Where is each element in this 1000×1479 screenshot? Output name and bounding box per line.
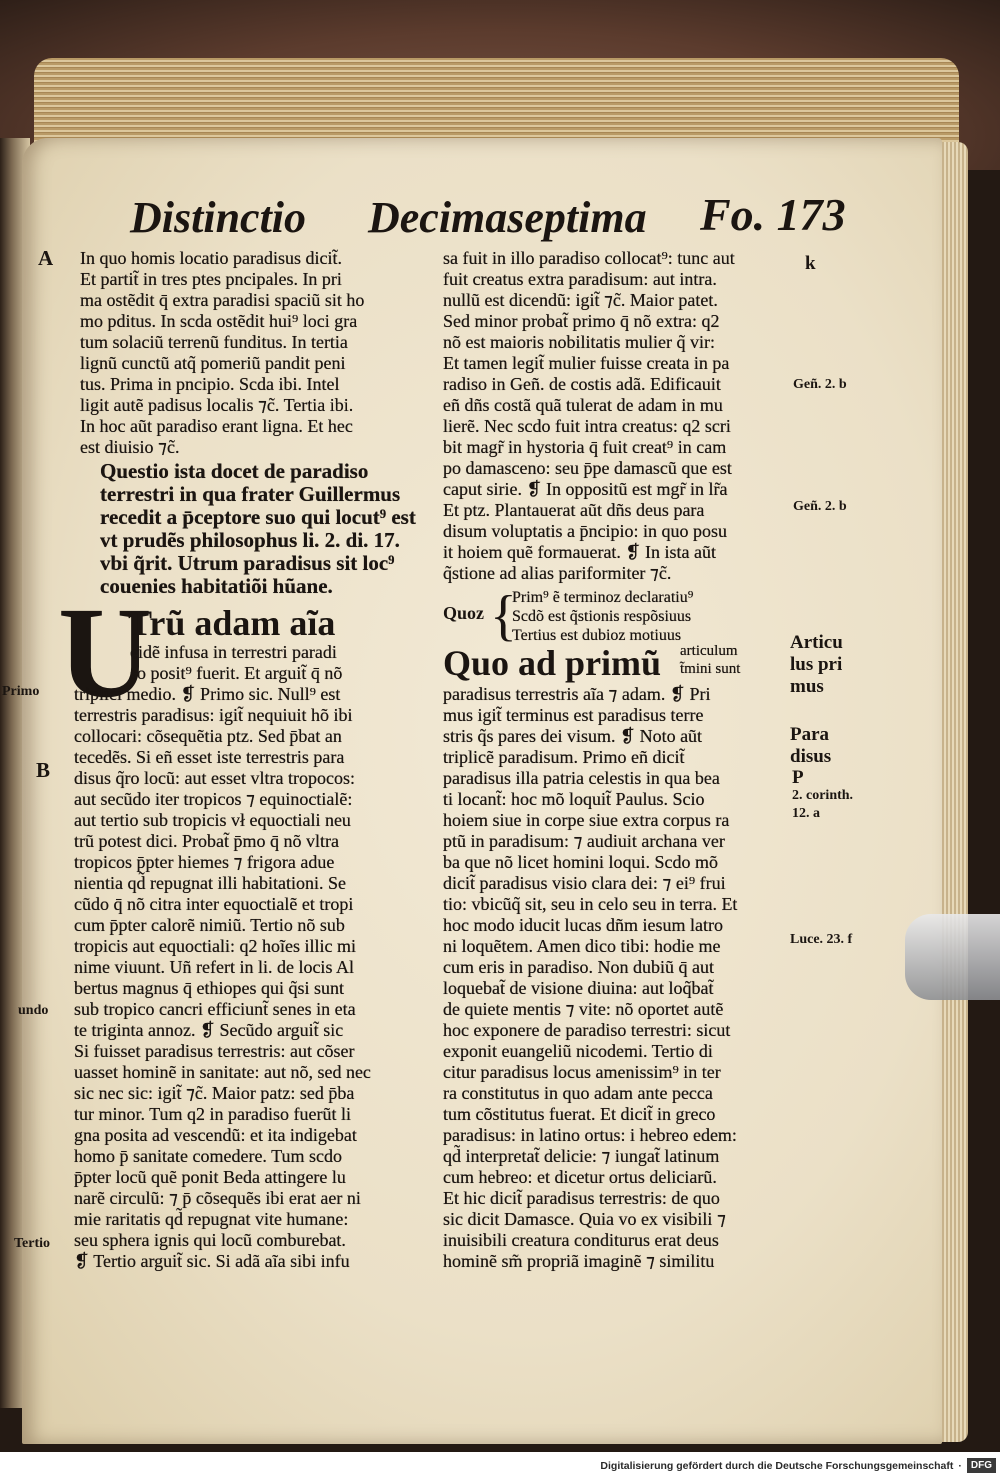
- text-line: [443, 248, 788, 269]
- text-line: [443, 479, 788, 500]
- text-line-content: hoc modo iducit lucas dñm iesum latro: [443, 915, 723, 935]
- text-line: [443, 810, 788, 831]
- text-line: [443, 290, 788, 311]
- brace-symbol: {: [490, 585, 517, 647]
- text-line: [443, 395, 788, 416]
- text-line-content: q̃stione ad alias pariformiter ⁊c̃.: [443, 563, 672, 583]
- margin-letter-p: P: [792, 767, 804, 788]
- text-line-content: tropicis aut equoctiali: q2 hoĩes illic mi: [74, 936, 356, 956]
- text-line-content: lierẽ. Nec scdo fuit intra creatus: q2 scri: [443, 416, 731, 436]
- text-line: [80, 269, 422, 290]
- text-line-content: bertus magnus q̄ ethiopes qui q̃si sunt: [74, 978, 344, 998]
- text-line: [443, 1251, 788, 1272]
- left-opening-lines: [130, 642, 420, 684]
- text-line: [443, 521, 788, 542]
- text-line: [74, 1041, 422, 1062]
- text-line-content: ba que nõ licet homini loqui. Scdo mõ: [443, 852, 718, 872]
- margin-letter-k: k: [805, 253, 816, 274]
- text-line: [443, 768, 788, 789]
- text-line: [80, 395, 422, 416]
- footer-text: Digitalisierung gefördert durch die Deutsche Forschungsgemeinschaft: [600, 1459, 954, 1472]
- margin-note-secundo: undo: [18, 1003, 49, 1018]
- text-line: [74, 1062, 422, 1083]
- text-line-content: so posit⁹ fuerit. Et arguit̃ q̄ nõ: [130, 663, 343, 683]
- text-line-content: tur minor. Tum q2 in paradiso fuerũt li: [74, 1104, 351, 1124]
- text-line-content: trũ potest dici. Probat̃ p̄mo q̄ nõ vltra: [74, 831, 339, 851]
- article-heading: Quo ad primũ: [443, 643, 662, 683]
- text-line: [74, 936, 422, 957]
- text-line-content: ❡ Tertio arguit̃ sic. Si adã aĩa sibi infu: [74, 1251, 350, 1271]
- text-line-content: stris q̃s pares dei visum. ❡ Noto aũt: [443, 726, 703, 746]
- text-line-content: t̃mini sunt: [680, 661, 741, 677]
- text-line-content: Prim⁹ ẽ terminoz declaratiu⁹: [512, 589, 694, 606]
- text-line: [443, 1167, 788, 1188]
- text-line-content: ptũ in paradisum: ⁊ audiuit archana ver: [443, 831, 725, 851]
- text-line-content: mus igit̃ terminus est paradisus terre: [443, 705, 704, 725]
- text-line: [680, 660, 785, 678]
- text-line-content: tum solaciũ terrenũ funditus. In tertia: [80, 332, 348, 352]
- brace-label: Quoz: [443, 603, 485, 623]
- text-line: [443, 1146, 788, 1167]
- article-heading-tail: [680, 642, 785, 678]
- text-line: [443, 1083, 788, 1104]
- initial-letter: U: [58, 581, 152, 725]
- left-opening-heading: Trũ adam aĩa: [128, 603, 336, 643]
- text-line: [443, 978, 788, 999]
- text-line-content: paradisus terrestris aĩa ⁊ adam. ❡ Pri: [443, 684, 711, 704]
- text-line-content: ra constitutus in quo adam ante pecca: [443, 1083, 713, 1103]
- text-line: [443, 1041, 788, 1062]
- text-line: [443, 1104, 788, 1125]
- text-line: [74, 684, 422, 705]
- text-line-content: Et partit̃ in tres ptes pncipales. In pri: [80, 269, 342, 289]
- text-line-content: sic nec sic: igit̃ ⁊c̃. Maior patz: sed p̄ba: [74, 1083, 355, 1103]
- text-line-content: hoc exponere de paradiso terrestri: sicut: [443, 1020, 731, 1040]
- text-line: [443, 311, 788, 332]
- text-line: [443, 437, 788, 458]
- text-line: [80, 290, 422, 311]
- margin-letter-a: A: [38, 246, 54, 270]
- text-line-content: cũdo q̄ nõ citra inter equoctialẽ et tropi: [74, 894, 354, 914]
- margin-ref-gen-1: Geñ. 2. b: [793, 377, 847, 392]
- text-line: [443, 542, 788, 563]
- text-line-content: cum p̄pter calorẽ nimiũ. Tertio nõ sub: [74, 915, 345, 935]
- text-line: [74, 1020, 422, 1041]
- text-line-content: eñ dñs costã quã tulerat de adam in mu: [443, 395, 723, 415]
- footer-content: [540, 1452, 996, 1479]
- text-line-content: hoiem siue in corpe siue extra corpus ra: [443, 810, 730, 830]
- text-line-content: Scdõ est q̃stionis respõsiuus: [512, 608, 692, 625]
- text-line: [443, 852, 788, 873]
- brace-items: [512, 588, 782, 645]
- text-line-content: Et ptz. Plantauerat aũt dñs deus para: [443, 500, 705, 520]
- text-line-content: caput sirie. ❡ In oppositũ est mgr̃ in lr̃a: [443, 479, 728, 499]
- text-line: [74, 873, 422, 894]
- text-line: [74, 978, 422, 999]
- margin-ref-corinth-verse: 12. a: [792, 806, 820, 821]
- folio-number: Fo. 173: [700, 189, 846, 240]
- text-line: [443, 1209, 788, 1230]
- text-line: [100, 460, 422, 483]
- text-line: [443, 563, 788, 584]
- text-line-content: p̄pter locũ quẽ ponit Beda attingere lu: [74, 1167, 346, 1187]
- text-line: [443, 332, 788, 353]
- text-line: [443, 1125, 788, 1146]
- text-line: [74, 915, 422, 936]
- text-line-content: tus. Prima in pncipio. Scda ibi. Intel: [80, 374, 340, 394]
- text-line: [74, 1188, 422, 1209]
- text-line-content: In hoc aũt paradiso erant ligna. Et hec: [80, 416, 353, 436]
- text-line-content: lignũ cunctũ atq̃ pomeriũ pandit peni: [80, 353, 346, 373]
- text-line: [443, 789, 788, 810]
- text-line: [443, 353, 788, 374]
- text-line-content: fuit creatus extra paradisum: aut intra.: [443, 269, 717, 289]
- text-line-content: vbi q̃rit. Utrum paradisus sit loc⁹: [100, 551, 395, 575]
- text-line-content: ma ostẽdit q̄ extra paradisi spaciũ sit ho: [80, 290, 365, 310]
- text-line-content: tio: vbicũq̃ sit, seu in celo seu in terra. Et: [443, 894, 738, 914]
- text-line-content: citur paradisus locus amenissim⁹ in ter: [443, 1062, 721, 1082]
- text-line: [443, 894, 788, 915]
- margin-paradisus-2: disus: [790, 746, 832, 767]
- text-line: [443, 1020, 788, 1041]
- text-line: [100, 506, 422, 529]
- text-line: [443, 500, 788, 521]
- text-line: [443, 416, 788, 437]
- text-line-content: In quo homis locatio paradisus dicit̃.: [80, 248, 342, 268]
- text-line: [130, 642, 420, 663]
- text-line: [74, 1146, 422, 1167]
- text-line-content: exponit euangeliũ nicodemi. Tertio di: [443, 1041, 713, 1061]
- text-line: [74, 789, 422, 810]
- text-line-content: cum eris in paradiso. Non dubiũ q̄ aut: [443, 957, 714, 977]
- text-line-content: dicit̃ paradisus visio clara dei: ⁊ ei⁹ frui: [443, 873, 726, 893]
- text-line-content: paradisus illa patria celestis in qua bea: [443, 768, 720, 788]
- text-line: [443, 873, 788, 894]
- text-line: [443, 915, 788, 936]
- text-line: [443, 999, 788, 1020]
- text-line-content: radiso in Geñ. de costis adã. Edificauit: [443, 374, 721, 394]
- text-line: [74, 1230, 422, 1251]
- text-line-content: cum hebreo: et dicetur ortus deliciarũ.: [443, 1167, 717, 1187]
- margin-articulus-3: mus: [790, 676, 824, 697]
- text-line: [443, 936, 788, 957]
- text-line: [74, 747, 422, 768]
- page-stack-right: [938, 142, 968, 1442]
- text-line: [74, 768, 422, 789]
- text-line-content: ligit autẽ padisus localis ⁊c̃. Tertia ibi.: [80, 395, 354, 415]
- margin-letter-b: B: [36, 758, 51, 782]
- header-distinctio: Distinctio: [130, 193, 307, 242]
- text-line: [443, 831, 788, 852]
- margin-ref-luce: Luce. 23. f: [790, 932, 853, 947]
- text-line: [443, 747, 788, 768]
- left-summary-block: [80, 248, 422, 458]
- text-line: [74, 1104, 422, 1125]
- text-line: [74, 831, 422, 852]
- dfg-logo: DFG: [967, 1458, 996, 1473]
- text-line-content: triplicẽ paradisum. Primo eñ dicit̃: [443, 747, 685, 767]
- left-main-text: [74, 684, 422, 1272]
- text-line-content: sa fuit in illo paradiso collocat⁹: tunc aut: [443, 248, 735, 268]
- text-line-content: Sed minor probat̃ primo q̄ nõ extra: q2: [443, 311, 720, 331]
- text-line-content: terrestri in qua frater Guillermus: [100, 482, 401, 506]
- text-line-content: Et tamen legit̃ mulier fuisse creata in pa: [443, 353, 730, 373]
- text-line-content: inuisibili creatura conditurus erat deus: [443, 1230, 719, 1250]
- text-line-content: homo p̄ sanitate comedere. Tum scdo: [74, 1146, 342, 1166]
- left-questio-block: [100, 460, 422, 598]
- text-line: [74, 726, 422, 747]
- text-line-content: couenies habitatiõi hũane.: [100, 574, 333, 598]
- margin-articulus-2: lus pri: [790, 654, 843, 675]
- text-line-content: it hoiem quẽ formauerat. ❡ In ista aũt: [443, 542, 716, 562]
- text-line-content: collocari: cõsequẽtia ptz. Sed p̄bat an: [74, 726, 342, 746]
- text-line: [443, 1188, 788, 1209]
- text-line: [74, 852, 422, 873]
- margin-ref-corinth: 2. corinth.: [792, 788, 854, 803]
- text-line-content: triplici medio. ❡ Primo sic. Null⁹ est: [74, 684, 341, 704]
- text-line-content: articulum: [680, 643, 738, 659]
- text-line-content: mo pditus. In scda ostẽdit hui⁹ loci gra: [80, 311, 358, 331]
- text-line-content: nientia qd̃ repugnat illi habitationi. Se: [74, 873, 346, 893]
- text-line: [443, 957, 788, 978]
- text-line: [100, 483, 422, 506]
- text-line-content: paradisus: in latino ortus: i hebreo edem:: [443, 1125, 737, 1145]
- margin-articulus-1: Articu: [790, 632, 843, 653]
- text-line: [80, 332, 422, 353]
- text-line-content: te triginta annoz. ❡ Secũdo arguit̃ sic: [74, 1020, 344, 1040]
- text-line-content: Questio ista docet de paradiso: [100, 459, 369, 483]
- text-line-content: tum cõstitutus fuerat. Et dicit̃ in greco: [443, 1104, 716, 1124]
- text-line: [74, 1209, 422, 1230]
- text-line: [74, 999, 422, 1020]
- text-line: [443, 269, 788, 290]
- text-line: [74, 1167, 422, 1188]
- text-line-content: nõ est maioris nobilitatis mulier q̃ vir:: [443, 332, 715, 352]
- text-line: [512, 607, 782, 626]
- text-line: [74, 957, 422, 978]
- text-line-content: est diuisio ⁊c̃.: [80, 437, 180, 457]
- footer-separator: ·: [958, 1459, 962, 1472]
- text-line: [80, 374, 422, 395]
- header-decimaseptima: Decimaseptima: [368, 193, 647, 242]
- text-line: [74, 705, 422, 726]
- text-line-content: Tertius est dubioz motiuus: [512, 627, 682, 644]
- text-line: [74, 1125, 422, 1146]
- text-line-content: tropicos p̄pter hiemes ⁊ frigora adue: [74, 852, 335, 872]
- text-line: [100, 529, 422, 552]
- text-line: [100, 552, 422, 575]
- margin-paradisus-1: Para: [790, 724, 830, 745]
- text-line: [443, 684, 788, 705]
- text-line-content: po damasceno: seu p̄pe damascũ que est: [443, 458, 732, 478]
- text-line-content: tecedẽs. Si eñ esset iste terrestris para: [74, 747, 345, 767]
- text-line: [74, 1251, 422, 1272]
- text-line-content: nullũ est dicendũ: igit̃ ⁊c̃. Maior patet.: [443, 290, 718, 310]
- text-line: [80, 248, 422, 269]
- text-line-content: sub tropico cancri efficiunt̃ senes in eta: [74, 999, 356, 1019]
- text-line: [74, 810, 422, 831]
- text-line: [80, 437, 422, 458]
- text-line: [74, 894, 422, 915]
- text-line: [443, 374, 788, 395]
- text-line: [680, 642, 785, 660]
- margin-note-primo: Primo: [2, 684, 40, 699]
- text-line-content: uasset hominẽ in sanitate: aut nõ, sed nec: [74, 1062, 371, 1082]
- text-line-content: terrestris paradisus: igit̃ nequiuit hõ ibi: [74, 705, 353, 725]
- text-line: [80, 353, 422, 374]
- text-line-content: loquebat̃ de visione diuina: aut loq̃bat̃: [443, 978, 714, 998]
- text-line-content: bit magr̃ in hystoria q̄ fuit creat⁹ in cam: [443, 437, 727, 457]
- text-line-content: ni loquẽtem. Amen dico tibi: hodie me: [443, 936, 721, 956]
- digitization-footer: [0, 1452, 1000, 1479]
- text-line-content: aut secũdo iter tropicos ⁊ equinoctialẽ:: [74, 789, 353, 809]
- text-line-content: seu sphera ignis qui locũ comburebat.: [74, 1230, 346, 1250]
- text-line: [80, 416, 422, 437]
- text-line-content: recedit a p̄ceptore suo qui locut⁹ est: [100, 505, 416, 529]
- text-line-content: aut tertio sub tropicis vł equoctiali neu: [74, 810, 351, 830]
- text-line: [80, 311, 422, 332]
- text-line-content: sic dicit Damasce. Quia vo ex visibili ⁊: [443, 1209, 726, 1229]
- page-edges-top: [34, 58, 959, 150]
- text-line-content: nime viuunt. Uñ refert in li. de locis Al: [74, 957, 354, 977]
- right-main-text: [443, 684, 788, 1272]
- text-line-content: gna posita ad vescendũ: et ita indigebat: [74, 1125, 357, 1145]
- text-line-content: mie raritatis qd̃ repugnat vite humane:: [74, 1209, 349, 1229]
- text-line-content: vt prudẽs philosophus li. 2. di. 17.: [100, 528, 400, 552]
- page-clip: [905, 914, 1000, 1000]
- text-line-content: ti locant̃: hoc mõ loquit̃ Paulus. Scio: [443, 789, 705, 809]
- text-line-content: hominẽ sm̃ propriã imaginẽ ⁊ similitu: [443, 1251, 715, 1271]
- text-line-content: qd̃ interpretat̃ delicie: ⁊ iungat̃ latinum: [443, 1146, 720, 1166]
- text-line: [74, 1083, 422, 1104]
- text-line-content: disum voluptatis a p̄ncipio: in quo posu: [443, 521, 727, 541]
- right-top-text: [443, 248, 788, 584]
- text-line: [130, 663, 420, 684]
- text-line-content: Et hic dicit̃ paradisus terrestris: de quo: [443, 1188, 720, 1208]
- text-line-content: Si fuisset paradisus terrestris: aut cõser: [74, 1041, 355, 1061]
- margin-note-tertio: Tertio: [14, 1236, 51, 1251]
- text-line-content: eidẽ infusa in terrestri paradi: [130, 642, 337, 662]
- text-line-content: narẽ circulũ: ⁊ p̄ cõsequẽs ibi erat aer ni: [74, 1188, 361, 1208]
- text-line: [443, 726, 788, 747]
- margin-ref-gen-2: Geñ. 2. b: [793, 499, 847, 514]
- text-line: [443, 705, 788, 726]
- text-line-content: de quiete mentis ⁊ vite: nõ oportet autẽ: [443, 999, 724, 1019]
- text-line: [443, 1062, 788, 1083]
- text-line: [443, 1230, 788, 1251]
- text-line-content: disus q̃ro locũ: aut esset vltra tropocos:: [74, 768, 355, 788]
- text-line: [512, 588, 782, 607]
- text-line: [443, 458, 788, 479]
